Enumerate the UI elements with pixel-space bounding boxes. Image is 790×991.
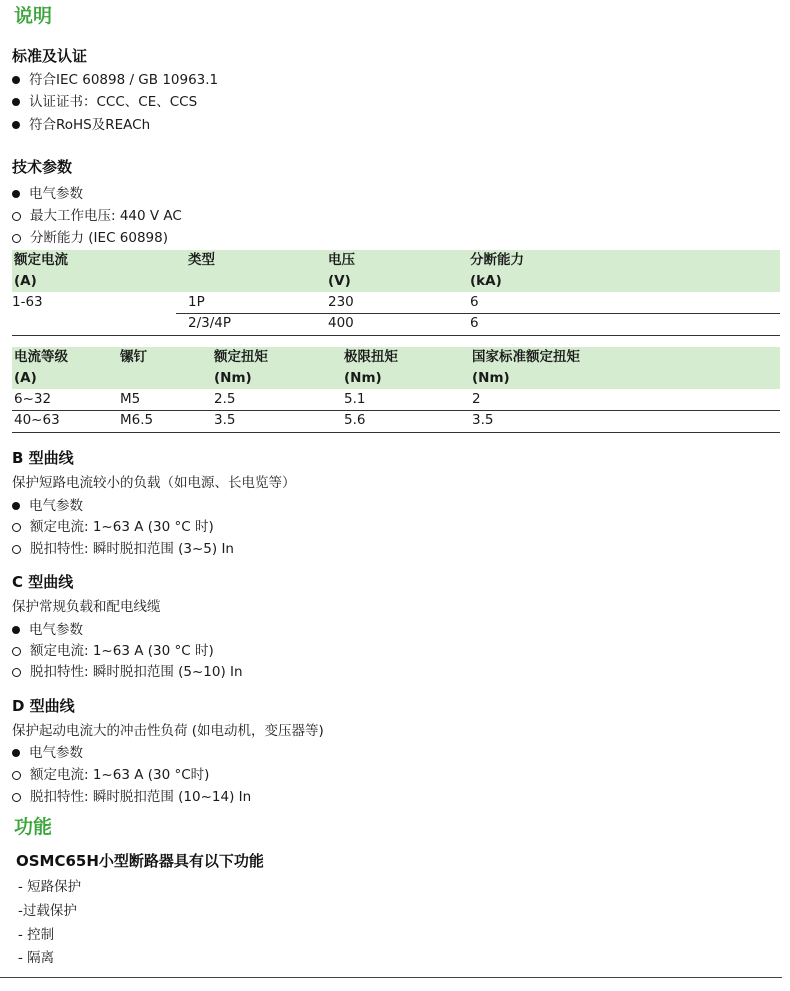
curve-b-heading: B 型曲线: [12, 449, 74, 467]
header-cell: 分断能力: [470, 252, 524, 268]
header-cell: 额定电流: [14, 252, 68, 268]
breaking-capacity-table: [12, 250, 780, 334]
header-cell: 极限扭矩: [344, 349, 398, 365]
header-cell: 镙钉: [120, 349, 147, 365]
page-bottom-rule: [0, 977, 782, 978]
table-cell: 6: [470, 294, 479, 310]
curve-b-trip: 脱扣特性: 瞬时脱扣范围 (3~5) In: [12, 539, 234, 559]
table-cell: 3.5: [472, 412, 494, 428]
curve-c-heading: C 型曲线: [12, 573, 74, 591]
table-header: [12, 250, 780, 292]
curve-c-trip: 脱扣特性: 瞬时脱扣范围 (5~10) In: [12, 662, 243, 682]
standards-item: 符合RoHS及REACh: [12, 115, 150, 135]
header-unit: (Nm): [344, 370, 382, 386]
table-cell: 400: [328, 315, 354, 331]
table-cell: M5: [120, 391, 141, 407]
header-cell: 国家标准额定扭矩: [472, 349, 580, 365]
header-unit: (Nm): [472, 370, 510, 386]
torque-table: [12, 347, 780, 431]
header-cell: 电流等级: [14, 349, 68, 365]
tech-heading: 技术参数: [12, 158, 73, 176]
header-cell: 类型: [188, 252, 215, 268]
bullet-hollow-icon: [12, 668, 21, 677]
table-cell: 1P: [188, 294, 205, 310]
tech-breaking: 分断能力 (IEC 60898): [12, 228, 168, 248]
table-cell: 5.1: [344, 391, 366, 407]
functions-heading: OSMC65H小型断路器具有以下功能: [16, 852, 264, 870]
header-unit: (Nm): [214, 370, 252, 386]
table-cell: M6.5: [120, 412, 154, 428]
standards-item: 认证证书：CCC、CE、CCS: [12, 92, 197, 112]
function-item: -过载保护: [18, 903, 77, 919]
table-cell: 3.5: [214, 412, 236, 428]
standards-heading: 标准及认证: [12, 47, 88, 65]
table-row: [12, 292, 780, 313]
header-unit: (kA): [470, 273, 502, 289]
curve-b-rated: 额定电流: 1~63 A (30 °C 时): [12, 517, 214, 537]
table-row: [12, 313, 780, 334]
table-cell: 2.5: [214, 391, 236, 407]
table-bottom-rule: [12, 335, 780, 336]
curve-d-heading: D 型曲线: [12, 697, 75, 715]
table-header: [12, 347, 780, 389]
bullet-hollow-icon: [12, 234, 21, 243]
bullet-hollow-icon: [12, 771, 21, 780]
bullet-hollow-icon: [12, 793, 21, 802]
curve-b-electrical: 电气参数: [12, 496, 83, 516]
bullet-filled-icon: [12, 502, 20, 510]
header-unit: (A): [14, 370, 37, 386]
table-cell: 5.6: [344, 412, 366, 428]
header-unit: (A): [14, 273, 37, 289]
bullet-hollow-icon: [12, 212, 21, 221]
bullet-hollow-icon: [12, 545, 21, 554]
description-title: 说明: [14, 5, 53, 27]
bullet-filled-icon: [12, 190, 20, 198]
function-item: - 短路保护: [18, 879, 82, 895]
table-cell: 6~32: [14, 391, 52, 407]
function-item: - 控制: [18, 927, 55, 943]
header-cell: 电压: [328, 252, 355, 268]
table-cell: 1-63: [12, 294, 43, 310]
curve-d-rated: 额定电流: 1~63 A (30 °C时): [12, 765, 209, 785]
curve-c-electrical: 电气参数: [12, 620, 83, 640]
curve-c-rated: 额定电流: 1~63 A (30 °C 时): [12, 641, 214, 661]
function-item: - 隔离: [18, 950, 55, 966]
table-cell: 6: [470, 315, 479, 331]
curve-d-trip: 脱扣特性: 瞬时脱扣范围 (10~14) In: [12, 787, 251, 807]
functions-title: 功能: [14, 816, 53, 838]
curve-d-desc: 保护起动电流大的冲击性负荷 (如电动机，变压器等): [12, 723, 324, 739]
table-row: [12, 410, 780, 431]
bullet-filled-icon: [12, 121, 20, 129]
table-cell: 2: [472, 391, 481, 407]
bullet-filled-icon: [12, 626, 20, 634]
tech-max-voltage: 最大工作电压: 440 V AC: [12, 206, 182, 226]
table-cell: 2/3/4P: [188, 315, 232, 331]
header-cell: 额定扭矩: [214, 349, 268, 365]
bullet-filled-icon: [12, 98, 20, 106]
curve-c-desc: 保护常规负载和配电线缆: [12, 599, 161, 615]
standards-item: 符合IEC 60898 / GB 10963.1: [12, 70, 218, 90]
header-unit: (V): [328, 273, 351, 289]
bullet-hollow-icon: [12, 647, 21, 656]
table-cell: 230: [328, 294, 354, 310]
curve-b-desc: 保护短路电流较小的负载（如电源、长电览等）: [12, 475, 296, 491]
table-bottom-rule: [12, 432, 780, 433]
bullet-filled-icon: [12, 749, 20, 757]
curve-d-electrical: 电气参数: [12, 743, 83, 763]
bullet-filled-icon: [12, 76, 20, 84]
table-row: [12, 389, 780, 410]
table-cell: 40~63: [14, 412, 60, 428]
tech-electrical: 电气参数: [12, 184, 83, 204]
bullet-hollow-icon: [12, 523, 21, 532]
